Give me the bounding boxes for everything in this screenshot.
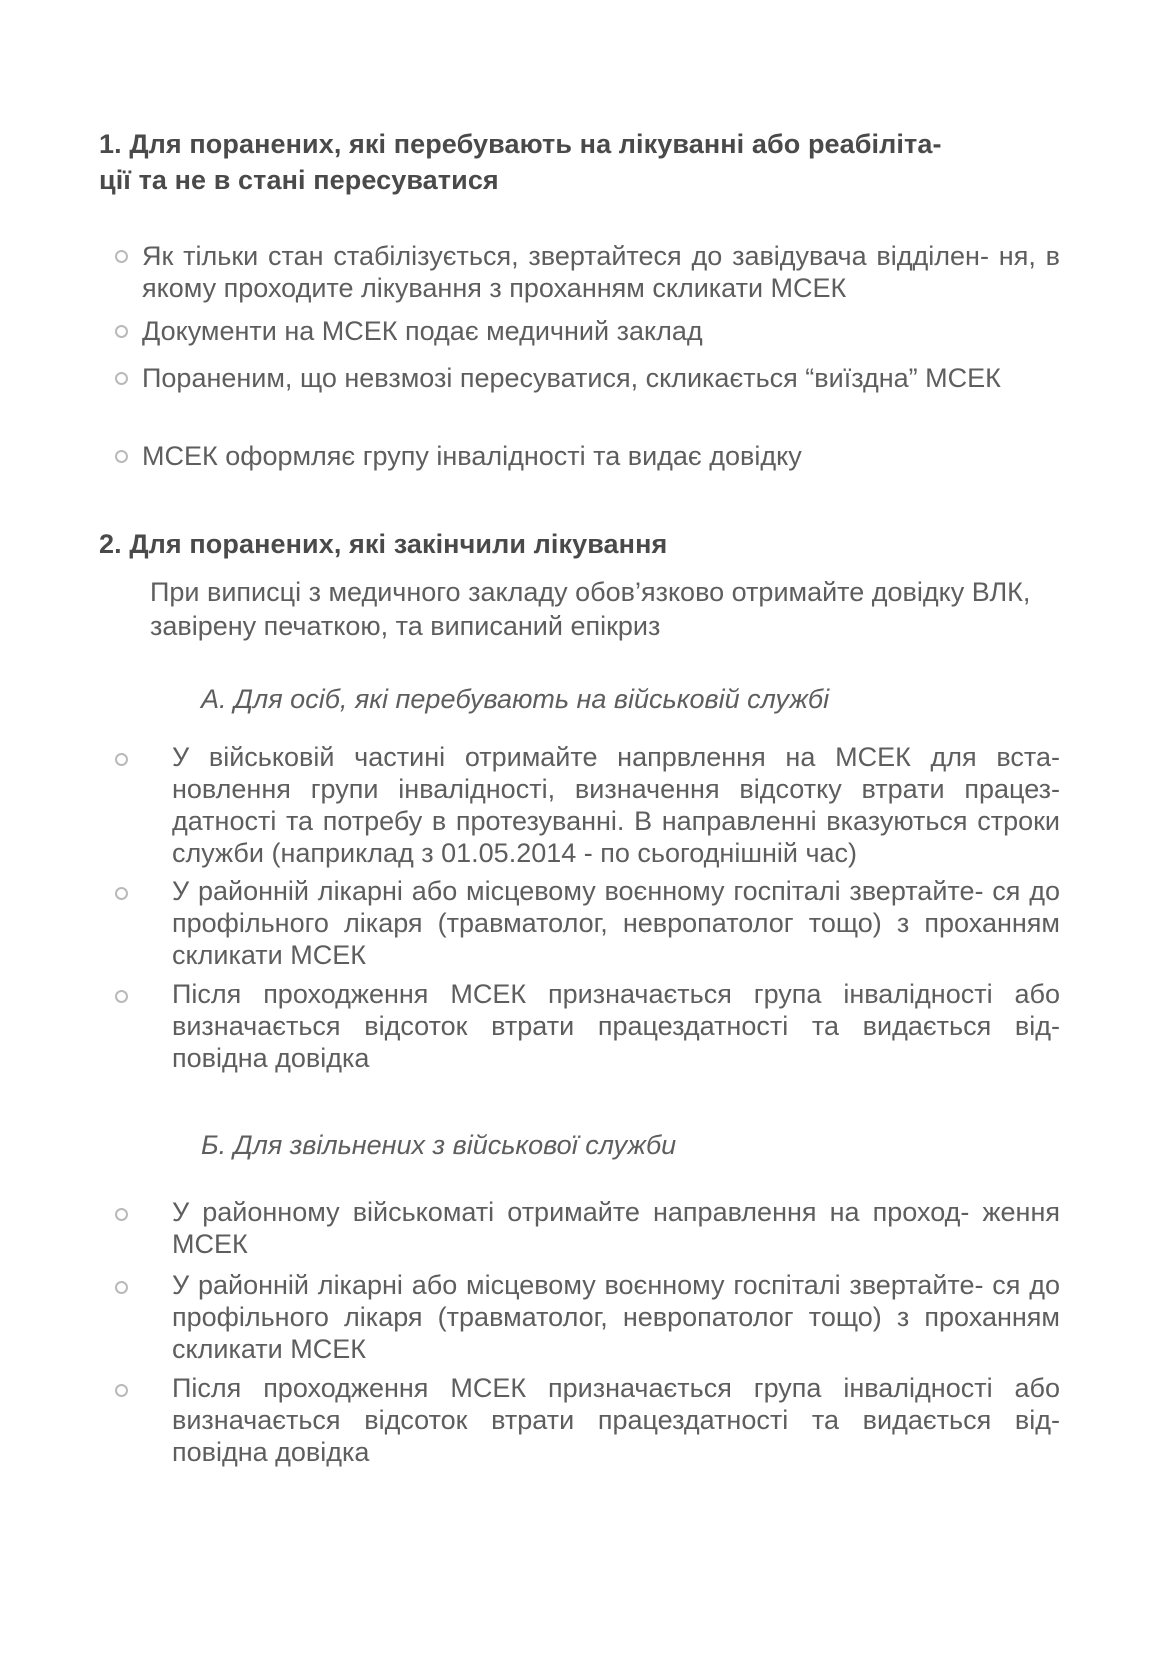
list-item xyxy=(172,875,1060,971)
list-item-text: Після проходження МСЕК призначається група інвалідності або визначається відсоток втрати працездатності та видається від- повідна довідка xyxy=(172,1373,1060,1467)
bullet-circle-icon xyxy=(115,1208,128,1221)
list-item-text: Пораненим, що невзмозі пересуватися, скликається “виїздна” МСЕК xyxy=(142,363,1001,393)
bullet-circle-icon xyxy=(115,250,128,263)
bullet-circle-icon xyxy=(115,1281,128,1294)
list-item-text: Після проходження МСЕК призначається група інвалідності або визначається відсоток втрати працездатності та видається від- повідна довідка xyxy=(172,979,1060,1073)
subsection-b-title: Б. Для звільнених з військової служби xyxy=(201,1130,677,1160)
list-item-text: У районній лікарні або місцевому воєнному госпіталі звертайте- ся до профільного лікаря (травматолог, невропатолог тощо) з проханням скликати МСЕК xyxy=(172,876,1060,970)
bullet-circle-icon xyxy=(115,1384,128,1397)
bullet-circle-icon xyxy=(115,753,128,766)
list-item-text: У військовій частині отримайте напрвлення на МСЕК для вста- новлення групи інвалідності, визначення відсотку втрати працез- датності та потребу в протезуванні. В направленні вказуються строки служби (наприклад з 01.05.2014 - по сьогоднішній час) xyxy=(172,742,1060,868)
list-item-text: У районному військоматі отримайте направлення на проход- ження МСЕК xyxy=(172,1197,1060,1259)
bullet-circle-icon xyxy=(115,887,128,900)
list-item xyxy=(172,978,1060,1074)
bullet-circle-icon xyxy=(115,450,128,463)
section-2-heading xyxy=(99,526,1059,562)
list-item xyxy=(142,315,1060,347)
list-item xyxy=(172,741,1060,869)
list-item-text: У районній лікарні або місцевому воєнному госпіталі звертайте- ся до профільного лікаря (травматолог, невропатолог тощо) з проханням скликати МСЕК xyxy=(172,1270,1060,1364)
subsection-a-title: А. Для осіб, які перебувають на військовій службі xyxy=(201,684,830,714)
list-item xyxy=(142,362,1060,394)
section-1-heading xyxy=(99,126,1059,198)
list-item xyxy=(142,440,1060,472)
section-1-heading-line-1: 1. Для поранених, які перебувають на лікуванні або реабіліта- xyxy=(99,129,942,159)
bullet-circle-icon xyxy=(115,990,128,1003)
section-2-intro: При виписці з медичного закладу обов’язково отримайте довідку ВЛК, завірену печаткою, та виписаний епікриз xyxy=(150,577,1031,641)
bullet-circle-icon xyxy=(115,372,128,385)
list-item-text: Як тільки стан стабілізується, звертайтеся до завідувача відділен- ня, в якому проходите лікування з проханням скликати МСЕК xyxy=(142,241,1060,303)
list-item xyxy=(142,240,1060,304)
bullet-circle-icon xyxy=(115,325,128,338)
section-2-heading-text: 2. Для поранених, які закінчили лікування xyxy=(99,529,668,559)
list-item xyxy=(172,1269,1060,1365)
section-1-heading-line-2: ції та не в стані пересуватися xyxy=(99,165,499,195)
list-item-text: Документи на МСЕК подає медичний заклад xyxy=(142,316,703,346)
list-item xyxy=(172,1196,1060,1260)
list-item xyxy=(172,1372,1060,1468)
list-item-text: МСЕК оформляє групу інвалідності та видає довідку xyxy=(142,441,802,471)
